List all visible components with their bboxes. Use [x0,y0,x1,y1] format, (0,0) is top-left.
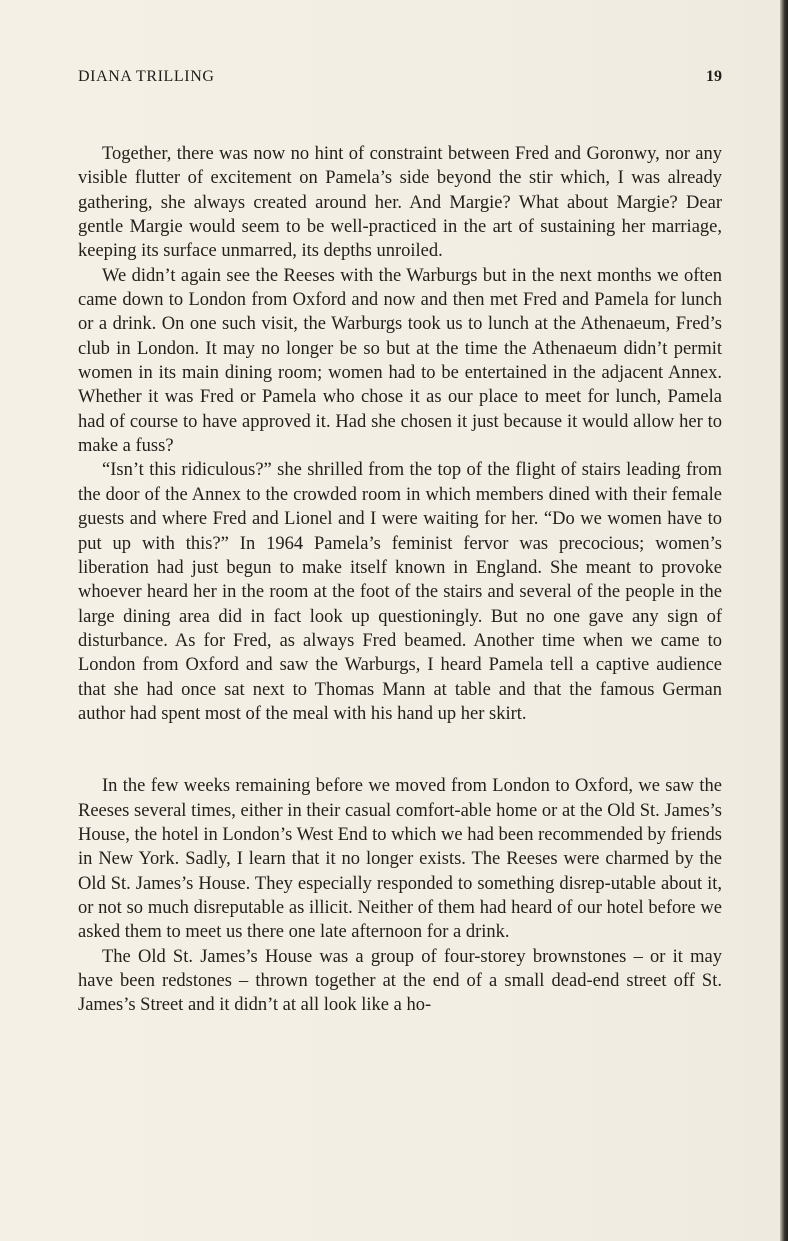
page-number: 19 [706,68,722,85]
section-2 [78,774,722,1017]
page-edge-shadow [780,0,788,1241]
paragraph: The Old St. James’s House was a group of four-storey brownstones – or it may have been redstones – thrown together at the end of a small dead-end street off St. James’s Street and it didn’t at all look like a ho- [78,946,722,1016]
section-1 [78,142,722,726]
paragraph: We didn’t again see the Reeses with the Warburgs but in the next months we often came down to London from Oxford and now and then met Fred and Pamela for lunch or a drink. On one such visit, the Warburgs took us to lunch at the Athenaeum, Fred’s club in London. It may no longer be so but at the time the Athenaeum didn’t permit women in its main dining room; women had to be entertained in the adjacent Annex. Whether it was Fred or Pamela who chose it as our place to meet for lunch, Pamela had of course to have approved it. Had she chosen it just because it would allow her to make a fuss? [78,265,722,457]
paragraph: “Isn’t this ridiculous?” she shrilled from the top of the flight of stairs leading from the door of the Annex to the crowded room in which members dined with their female guests and where Fred and Lionel and I were waiting for her. “Do we women have to put up with this?” In 1964 Pamela’s feminist fervor was precocious; women’s liberation had just begun to make itself known in England. She meant to provoke whoever heard her in the room at the foot of the stairs and several of the people in the large dining area did in fact look up questioningly. But no one gave any sign of disturbance. As for Fred, as always Fred beamed. Another time when we came to London from Oxford and saw the Warburgs, I heard Pamela tell a captive audience that she had once sat next to Thomas Mann at table and that the famous German author had spent most of the meal with his hand up her skirt. [78,460,722,724]
body-text [78,142,722,1018]
running-head: DIANA TRILLING [78,68,215,85]
paragraph: Together, there was now no hint of constraint between Fred and Goronwy, nor any visible flutter of excitement on Pamela’s side beyond the stir which, I was already gathering, she always created around her. And Margie? What about Margie? Dear gentle Margie would seem to be well-practiced in the art of sustaining her marriage, keeping its surface unmarred, its depths unroiled. [78,144,722,262]
page-header [78,68,722,90]
section-break [78,726,722,774]
paragraph: In the few weeks remaining before we moved from London to Oxford, we saw the Reeses several times, either in their casual comfort-able home or at the Old St. James’s House, the hotel in London’s West End to which we had been recommended by friends in New York. Sadly, I learn that it no longer exists. The Reeses were charmed by the Old St. James’s House. They especially responded to something disrep-utable about it, or not so much disreputable as illicit. Neither of them had heard of our hotel before we asked them to meet us there one late afternoon for a drink. [78,776,722,943]
